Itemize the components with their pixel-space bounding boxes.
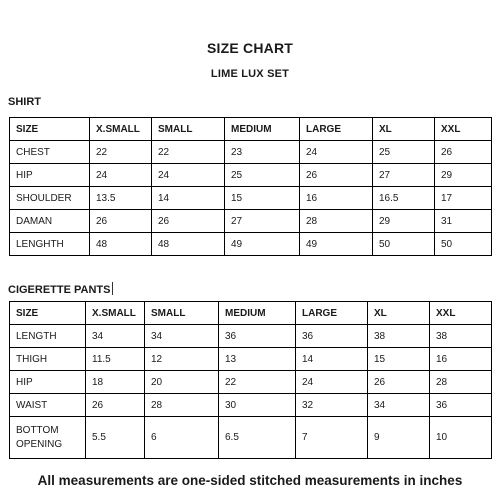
measurement-label: HIP [10,371,86,394]
header-cell: SIZE [10,302,86,325]
table-cell: 18 [86,371,145,394]
table-cell: 34 [86,325,145,348]
table-cell: 26 [300,164,373,187]
table-cell: 36 [296,325,368,348]
measurement-label: LENGHTH [10,233,90,256]
table-row [10,164,492,187]
table-row [10,187,492,210]
table-cell: 49 [225,233,300,256]
table-cell: 48 [152,233,225,256]
table-cell: 26 [152,210,225,233]
table-cell: 10 [430,417,492,459]
table-cell: 23 [225,141,300,164]
header-cell: LARGE [300,118,373,141]
table-cell: 28 [145,394,219,417]
table-cell: 50 [373,233,435,256]
text-cursor [112,282,113,295]
table-row [10,394,492,417]
measurement-label: CHEST [10,141,90,164]
table-cell: 36 [430,394,492,417]
table-cell: 22 [90,141,152,164]
table-header-row [10,118,492,141]
table-row [10,325,492,348]
header-cell: XL [373,118,435,141]
table-cell: 27 [373,164,435,187]
table-row [10,417,492,459]
table-row [10,371,492,394]
table-cell: 5.5 [86,417,145,459]
measurement-label: LENGTH [10,325,86,348]
table-cell: 24 [300,141,373,164]
table-cell: 12 [145,348,219,371]
page-title: SIZE CHART [207,40,293,56]
table-cell: 6 [145,417,219,459]
measurement-label: SHOULDER [10,187,90,210]
table-cell: 22 [219,371,296,394]
shirt-size-table [9,117,492,256]
header-cell: X.SMALL [90,118,152,141]
table-cell: 38 [430,325,492,348]
header-cell: MEDIUM [225,118,300,141]
table-cell: 7 [296,417,368,459]
table-cell: 25 [225,164,300,187]
measurement-label: BOTTOM OPENING [10,417,86,459]
measurement-note: All measurements are one-sided stitched measurements in inches [37,473,463,488]
table-cell: 26 [435,141,492,164]
measurement-label: HIP [10,164,90,187]
table-cell: 26 [86,394,145,417]
header-cell: SIZE [10,118,90,141]
table-cell: 28 [300,210,373,233]
table-cell: 28 [430,371,492,394]
table-cell: 25 [373,141,435,164]
table-cell: 38 [368,325,430,348]
table-cell: 26 [368,371,430,394]
header-cell: SMALL [145,302,219,325]
measurement-label: WAIST [10,394,86,417]
table-cell: 6.5 [219,417,296,459]
table-cell: 34 [145,325,219,348]
table-cell: 27 [225,210,300,233]
table-cell: 50 [435,233,492,256]
header-cell: XXL [430,302,492,325]
header-cell: XXL [435,118,492,141]
table-row [10,141,492,164]
table-cell: 11.5 [86,348,145,371]
table-cell: 16 [430,348,492,371]
table-cell: 36 [219,325,296,348]
table-cell: 34 [368,394,430,417]
pants-size-table [9,301,492,459]
product-name: LIME LUX SET [210,68,290,80]
table-cell: 30 [219,394,296,417]
table-cell: 24 [296,371,368,394]
table-cell: 48 [90,233,152,256]
table-cell: 31 [435,210,492,233]
table-cell: 16 [300,187,373,210]
table-cell: 17 [435,187,492,210]
table-cell: 32 [296,394,368,417]
header-cell: SMALL [152,118,225,141]
table-cell: 24 [152,164,225,187]
table-cell: 14 [152,187,225,210]
table-cell: 22 [152,141,225,164]
pants-section-label-text: CIGERETTE PANTS [8,284,111,296]
table-cell: 16.5 [373,187,435,210]
pants-section-label [8,282,113,296]
table-cell: 13.5 [90,187,152,210]
table-cell: 13 [219,348,296,371]
table-cell: 14 [296,348,368,371]
header-cell: MEDIUM [219,302,296,325]
table-row [10,233,492,256]
table-cell: 49 [300,233,373,256]
table-cell: 24 [90,164,152,187]
table-header-row [10,302,492,325]
measurement-label: DAMAN [10,210,90,233]
table-cell: 9 [368,417,430,459]
header-cell: XL [368,302,430,325]
table-cell: 15 [368,348,430,371]
table-cell: 26 [90,210,152,233]
table-cell: 15 [225,187,300,210]
table-row [10,210,492,233]
header-cell: LARGE [296,302,368,325]
table-cell: 29 [435,164,492,187]
table-cell: 29 [373,210,435,233]
shirt-section-label: SHIRT [8,96,41,108]
header-cell: X.SMALL [86,302,145,325]
measurement-label: THIGH [10,348,86,371]
table-cell: 20 [145,371,219,394]
table-row [10,348,492,371]
